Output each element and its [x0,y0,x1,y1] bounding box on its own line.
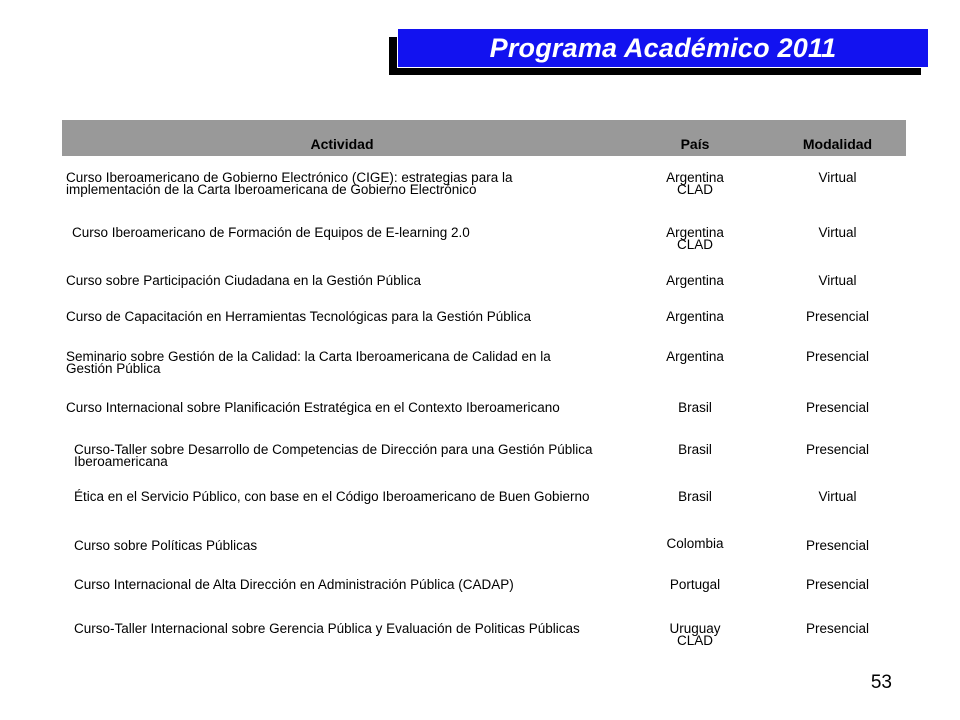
cell-pais [640,444,750,456]
cell-modalidad: Presencial [805,309,870,324]
cell-pais-country: Portugal [669,577,721,592]
header-pais: País [680,136,710,152]
cell-actividad: Curso sobre Políticas Públicas [74,538,258,553]
cell-pais-country: Brasil [678,400,712,415]
cell-pais-country: Argentina [666,170,724,185]
header-actividad: Actividad [310,136,374,152]
cell-pais [640,491,750,503]
cell-actividad: Curso Internacional sobre Planificación Estratégica en el Contexto Iberoamericano [66,400,560,415]
cell-actividad: Curso de Capacitación en Herramientas Tecnológicas para la Gestión Pública [66,309,532,324]
cell-pais-country: Argentina [666,225,724,240]
page-number: 53 [870,672,892,693]
cell-actividad: Curso-Taller Internacional sobre Gerencia Pública y Evaluación de Politicas Públicas [74,621,580,636]
cell-modalidad: Virtual [818,273,857,288]
cell-pais [640,579,750,591]
cell-pais-org: CLAD [676,237,713,252]
cell-actividad: Seminario sobre Gestión de la Calidad: la Carta Iberoamericana de Calidad en la Gestión Pública [66,349,551,376]
cell-pais-org: CLAD [676,182,713,197]
cell-pais [640,538,750,550]
cell-actividad: Curso Iberoamericano de Formación de Equipos de E-learning 2.0 [72,225,470,240]
cell-pais-country: Brasil [678,489,712,504]
cell-pais [640,172,750,196]
cell-modalidad: Presencial [805,400,870,415]
cell-pais [640,311,750,323]
cell-pais-country: Uruguay [669,621,721,636]
cell-actividad: Curso-Taller sobre Desarrollo de Competencias de Dirección para una Gestión Pública Iberoamericana [74,442,593,469]
cell-pais [640,623,750,647]
cell-pais-country: Argentina [666,349,724,364]
cell-pais-country: Argentina [666,273,724,288]
cell-modalidad: Virtual [818,170,857,185]
cell-pais [640,227,750,251]
cell-modalidad: Virtual [818,489,857,504]
cell-actividad: Ética en el Servicio Público, con base en el Código Iberoamericano de Buen Gobierno [74,489,590,504]
cell-pais-org: CLAD [676,633,713,648]
cell-modalidad: Presencial [805,349,870,364]
cell-pais-country: Colombia [666,536,724,551]
title-banner [397,28,929,68]
cell-actividad: Curso Iberoamericano de Gobierno Electrónico (CIGE): estrategias para la implementación de la Carta Iberoamericana de Gobierno Electrónico [66,170,513,197]
cell-actividad: Curso sobre Participación Ciudadana en la Gestión Pública [66,273,421,288]
cell-pais-country: Brasil [678,442,712,457]
cell-modalidad: Presencial [805,538,870,553]
cell-pais [640,402,750,414]
cell-pais-country: Argentina [666,309,724,324]
cell-modalidad: Presencial [805,577,870,592]
cell-pais [640,351,750,363]
cell-modalidad: Virtual [818,225,857,240]
cell-modalidad: Presencial [805,442,870,457]
header-modalidad: Modalidad [802,136,873,152]
cell-modalidad: Presencial [805,621,870,636]
page-title: Programa Académico 2011 [489,32,837,63]
cell-actividad: Curso Internacional de Alta Dirección en Administración Pública (CADAP) [74,577,514,592]
cell-pais [640,275,750,287]
